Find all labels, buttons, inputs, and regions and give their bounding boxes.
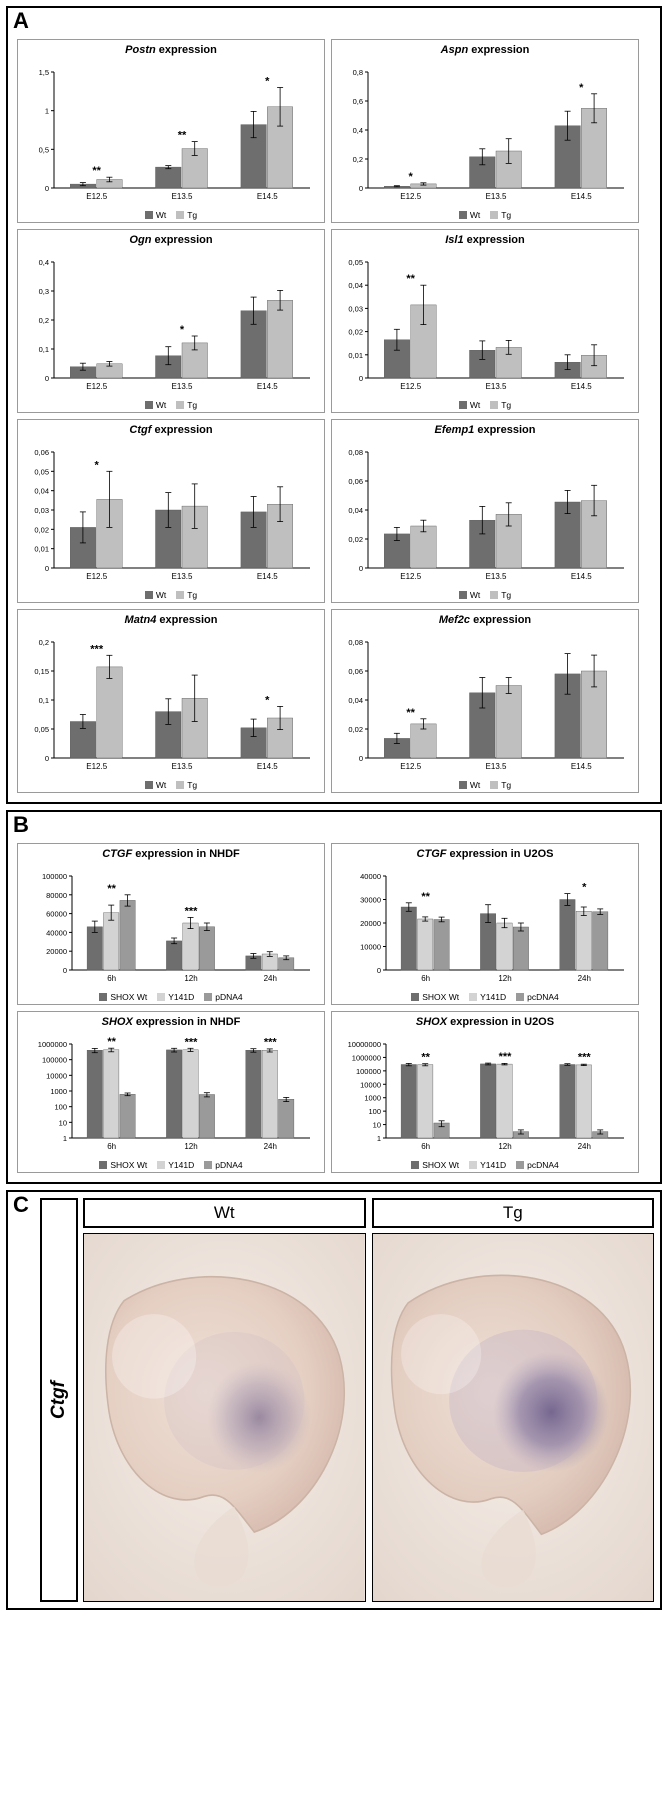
legend-swatch-icon bbox=[411, 993, 419, 1001]
legend-swatch-icon bbox=[145, 211, 153, 219]
legend-item bbox=[459, 210, 480, 220]
svg-text:E12.5: E12.5 bbox=[400, 572, 422, 581]
legend-item bbox=[516, 992, 559, 1002]
svg-text:0,03: 0,03 bbox=[34, 506, 49, 515]
legend-item bbox=[469, 1160, 506, 1170]
legend-item bbox=[490, 780, 511, 790]
legend-label: Wt bbox=[155, 400, 167, 410]
svg-text:1: 1 bbox=[44, 106, 49, 116]
svg-text:0,2: 0,2 bbox=[38, 638, 49, 647]
legend-swatch-icon bbox=[204, 1161, 212, 1169]
svg-text:0,6: 0,6 bbox=[352, 97, 363, 106]
svg-text:E13.5: E13.5 bbox=[171, 382, 193, 391]
chart-legend bbox=[20, 992, 322, 1002]
legend-label: SHOX Wt bbox=[422, 992, 460, 1002]
svg-text:0,15: 0,15 bbox=[34, 667, 49, 676]
svg-text:24h: 24h bbox=[577, 974, 591, 983]
chart-title-postn: Postn expression bbox=[125, 44, 217, 56]
svg-text:1,5: 1,5 bbox=[38, 68, 49, 77]
chart-title-ctgf: Ctgf expression bbox=[129, 424, 213, 436]
svg-text:**: ** bbox=[107, 882, 116, 895]
chart-plot-ogn bbox=[20, 248, 322, 398]
svg-text:20000: 20000 bbox=[360, 919, 381, 928]
svg-text:***: *** bbox=[577, 1051, 591, 1064]
svg-text:1000: 1000 bbox=[364, 1093, 381, 1103]
chart-cell-matn4 bbox=[17, 609, 325, 793]
legend-label: Wt bbox=[469, 210, 481, 220]
svg-text:0,04: 0,04 bbox=[348, 696, 363, 705]
svg-text:E13.5: E13.5 bbox=[485, 762, 507, 771]
svg-text:12h: 12h bbox=[498, 974, 512, 983]
chart-plot-matn4 bbox=[20, 628, 322, 778]
legend-item bbox=[204, 992, 242, 1002]
legend-label: Tg bbox=[187, 400, 198, 410]
svg-text:0,05: 0,05 bbox=[34, 725, 49, 734]
svg-text:*: * bbox=[265, 75, 270, 88]
chart-plot-isl1 bbox=[334, 248, 636, 398]
svg-text:100: 100 bbox=[368, 1107, 381, 1117]
legend-swatch-icon bbox=[490, 591, 498, 599]
chart-cell-ctgf-u2os bbox=[331, 843, 639, 1005]
svg-text:1000000: 1000000 bbox=[351, 1053, 381, 1063]
svg-text:0,02: 0,02 bbox=[34, 525, 49, 535]
legend-item bbox=[176, 590, 197, 600]
legend-swatch-icon bbox=[411, 1161, 419, 1169]
chart-plot-shox-nhdf bbox=[20, 1030, 322, 1158]
panel-b-letter: B bbox=[13, 812, 29, 837]
svg-text:24h: 24h bbox=[263, 1142, 277, 1151]
legend-label: Tg bbox=[187, 780, 198, 790]
svg-text:0: 0 bbox=[44, 184, 49, 193]
legend-label: Wt bbox=[155, 210, 167, 220]
svg-text:0,06: 0,06 bbox=[348, 667, 363, 676]
svg-text:0,04: 0,04 bbox=[348, 506, 363, 515]
svg-text:***: *** bbox=[184, 1036, 198, 1049]
svg-text:*: * bbox=[408, 170, 413, 183]
panel-c-column-wt bbox=[83, 1198, 366, 1602]
svg-text:0: 0 bbox=[44, 754, 49, 763]
svg-text:0: 0 bbox=[376, 966, 381, 975]
svg-text:1: 1 bbox=[62, 1134, 67, 1143]
legend-item bbox=[411, 992, 459, 1002]
legend-label: Tg bbox=[501, 590, 512, 600]
legend-swatch-icon bbox=[490, 211, 498, 219]
legend-label: Tg bbox=[501, 780, 512, 790]
chart-cell-aspn bbox=[331, 39, 639, 223]
svg-text:E12.5: E12.5 bbox=[400, 762, 422, 771]
chart-legend bbox=[20, 1160, 322, 1170]
chart-title-shox-u2os: SHOX expression in U2OS bbox=[415, 1016, 555, 1028]
legend-item bbox=[411, 1160, 459, 1170]
svg-text:**: ** bbox=[421, 890, 430, 903]
legend-item bbox=[176, 400, 197, 410]
legend-label: SHOX Wt bbox=[110, 1160, 148, 1170]
svg-text:0,04: 0,04 bbox=[34, 486, 49, 496]
legend-label: pDNA4 bbox=[215, 992, 243, 1002]
svg-text:80000: 80000 bbox=[46, 890, 67, 900]
svg-text:100000: 100000 bbox=[355, 1066, 381, 1076]
panel-a-letter: A bbox=[13, 8, 29, 33]
svg-text:***: *** bbox=[498, 1051, 512, 1064]
legend-item bbox=[145, 210, 166, 220]
legend-label: Tg bbox=[187, 210, 198, 220]
svg-text:0,2: 0,2 bbox=[352, 155, 363, 164]
svg-text:0,01: 0,01 bbox=[348, 350, 363, 360]
svg-text:E14.5: E14.5 bbox=[570, 382, 592, 391]
legend-label: Tg bbox=[187, 590, 198, 600]
svg-text:**: ** bbox=[406, 706, 415, 719]
legend-item bbox=[145, 780, 166, 790]
svg-text:E14.5: E14.5 bbox=[256, 192, 278, 201]
legend-label: Wt bbox=[469, 400, 481, 410]
svg-text:1000000: 1000000 bbox=[37, 1040, 67, 1049]
legend-label: Y141D bbox=[480, 992, 507, 1002]
chart-title-isl1: Isl1 expression bbox=[445, 234, 525, 246]
svg-text:24h: 24h bbox=[263, 974, 277, 983]
svg-text:0: 0 bbox=[44, 564, 49, 573]
panel-c-columns bbox=[83, 1198, 654, 1602]
svg-text:10000: 10000 bbox=[360, 942, 381, 952]
panel-a bbox=[6, 6, 662, 804]
svg-text:10: 10 bbox=[58, 1118, 67, 1128]
svg-text:0,1: 0,1 bbox=[38, 345, 49, 354]
legend-label: SHOX Wt bbox=[422, 1160, 460, 1170]
panel-c-gene-label bbox=[40, 1198, 78, 1602]
svg-text:E12.5: E12.5 bbox=[86, 192, 108, 201]
legend-label: Y141D bbox=[480, 1160, 507, 1170]
svg-text:E14.5: E14.5 bbox=[570, 192, 592, 201]
legend-swatch-icon bbox=[99, 1161, 107, 1169]
svg-text:*: * bbox=[265, 694, 270, 707]
chart-plot-ctgf bbox=[20, 438, 322, 588]
svg-text:0: 0 bbox=[358, 184, 363, 193]
chart-title-mef2c: Mef2c expression bbox=[438, 614, 532, 626]
svg-text:0,02: 0,02 bbox=[348, 535, 363, 544]
legend-swatch-icon bbox=[490, 781, 498, 789]
chart-cell-postn bbox=[17, 39, 325, 223]
svg-text:0,02: 0,02 bbox=[348, 725, 363, 734]
svg-text:0,05: 0,05 bbox=[34, 467, 49, 477]
svg-text:0,06: 0,06 bbox=[348, 477, 363, 486]
svg-text:0,08: 0,08 bbox=[348, 448, 363, 457]
legend-swatch-icon bbox=[459, 401, 467, 409]
chart-title-ogn: Ogn expression bbox=[129, 234, 213, 246]
legend-swatch-icon bbox=[459, 211, 467, 219]
chart-cell-shox-u2os bbox=[331, 1011, 639, 1173]
svg-text:30000: 30000 bbox=[360, 895, 381, 905]
chart-legend bbox=[334, 1160, 636, 1170]
legend-label: SHOX Wt bbox=[110, 992, 148, 1002]
legend-item bbox=[490, 590, 511, 600]
svg-text:10000: 10000 bbox=[360, 1080, 381, 1090]
legend-swatch-icon bbox=[145, 781, 153, 789]
svg-text:0,04: 0,04 bbox=[348, 281, 363, 291]
svg-text:***: *** bbox=[263, 1036, 277, 1049]
svg-text:0,8: 0,8 bbox=[352, 68, 363, 77]
legend-item bbox=[490, 210, 511, 220]
panel-c-letter: C bbox=[13, 1192, 29, 1217]
legend-item bbox=[516, 1160, 559, 1170]
legend-swatch-icon bbox=[204, 993, 212, 1001]
svg-text:20000: 20000 bbox=[46, 947, 67, 957]
svg-text:E12.5: E12.5 bbox=[86, 762, 108, 771]
legend-swatch-icon bbox=[145, 401, 153, 409]
svg-text:E12.5: E12.5 bbox=[400, 382, 422, 391]
legend-swatch-icon bbox=[176, 401, 184, 409]
chart-plot-efemp1 bbox=[334, 438, 636, 588]
svg-text:1: 1 bbox=[376, 1134, 381, 1143]
legend-item bbox=[176, 210, 197, 220]
legend-swatch-icon bbox=[145, 591, 153, 599]
svg-text:**: ** bbox=[92, 165, 101, 178]
chart-plot-ctgf-u2os bbox=[334, 862, 636, 990]
legend-item bbox=[145, 590, 166, 600]
chart-plot-postn bbox=[20, 58, 322, 208]
svg-text:**: ** bbox=[406, 273, 415, 286]
svg-text:*: * bbox=[582, 881, 587, 894]
panel-c-header-wt: Wt bbox=[83, 1198, 366, 1228]
svg-text:0,02: 0,02 bbox=[348, 327, 363, 337]
svg-text:0,05: 0,05 bbox=[348, 258, 363, 267]
svg-text:E12.5: E12.5 bbox=[86, 572, 108, 581]
svg-text:0: 0 bbox=[358, 754, 363, 763]
chart-plot-shox-u2os bbox=[334, 1030, 636, 1158]
svg-text:100000: 100000 bbox=[41, 1055, 67, 1065]
legend-label: Tg bbox=[501, 210, 512, 220]
chart-cell-efemp1 bbox=[331, 419, 639, 603]
svg-text:10000000: 10000000 bbox=[347, 1040, 381, 1049]
legend-swatch-icon bbox=[157, 1161, 165, 1169]
legend-label: Tg bbox=[501, 400, 512, 410]
svg-text:0: 0 bbox=[44, 374, 49, 383]
chart-plot-mef2c bbox=[334, 628, 636, 778]
svg-text:E13.5: E13.5 bbox=[485, 192, 507, 201]
panel-c bbox=[6, 1190, 662, 1610]
svg-text:E14.5: E14.5 bbox=[570, 762, 592, 771]
legend-label: Wt bbox=[469, 590, 481, 600]
chart-cell-isl1 bbox=[331, 229, 639, 413]
legend-item bbox=[157, 992, 194, 1002]
panel-a-chart-grid bbox=[14, 36, 654, 796]
svg-text:*: * bbox=[579, 81, 584, 94]
svg-text:40000: 40000 bbox=[46, 928, 67, 938]
legend-swatch-icon bbox=[176, 591, 184, 599]
svg-text:E13.5: E13.5 bbox=[171, 192, 193, 201]
svg-text:0: 0 bbox=[358, 564, 363, 573]
legend-item bbox=[459, 780, 480, 790]
svg-text:6h: 6h bbox=[421, 1142, 431, 1151]
svg-text:0: 0 bbox=[358, 374, 363, 383]
panel-b-chart-grid bbox=[14, 840, 654, 1176]
panel-c-content bbox=[14, 1198, 654, 1602]
svg-text:10000: 10000 bbox=[46, 1071, 67, 1081]
svg-text:**: ** bbox=[421, 1051, 430, 1064]
svg-text:*: * bbox=[94, 459, 99, 472]
svg-text:6h: 6h bbox=[421, 974, 431, 983]
svg-text:***: *** bbox=[90, 643, 104, 656]
chart-title-matn4: Matn4 expression bbox=[124, 614, 218, 626]
embryo-image-wt bbox=[83, 1233, 366, 1602]
legend-item bbox=[459, 590, 480, 600]
legend-label: Wt bbox=[469, 780, 481, 790]
svg-text:12h: 12h bbox=[498, 1142, 512, 1151]
chart-title-shox-nhdf: SHOX expression in NHDF bbox=[101, 1016, 241, 1028]
svg-text:E14.5: E14.5 bbox=[570, 572, 592, 581]
legend-swatch-icon bbox=[469, 993, 477, 1001]
legend-swatch-icon bbox=[469, 1161, 477, 1169]
svg-text:E12.5: E12.5 bbox=[400, 192, 422, 201]
svg-text:12h: 12h bbox=[184, 974, 198, 983]
chart-legend bbox=[334, 590, 636, 600]
svg-text:E13.5: E13.5 bbox=[485, 382, 507, 391]
legend-swatch-icon bbox=[490, 401, 498, 409]
svg-text:***: *** bbox=[184, 905, 198, 918]
svg-text:1000: 1000 bbox=[50, 1087, 67, 1096]
chart-legend bbox=[20, 590, 322, 600]
chart-title-efemp1: Efemp1 expression bbox=[434, 424, 536, 436]
chart-legend bbox=[20, 400, 322, 410]
svg-text:24h: 24h bbox=[577, 1142, 591, 1151]
chart-legend bbox=[334, 210, 636, 220]
panel-c-column-tg bbox=[372, 1198, 655, 1602]
svg-text:E13.5: E13.5 bbox=[485, 572, 507, 581]
legend-swatch-icon bbox=[157, 993, 165, 1001]
chart-plot-ctgf-nhdf bbox=[20, 862, 322, 990]
legend-label: Wt bbox=[155, 590, 167, 600]
legend-item bbox=[490, 400, 511, 410]
legend-item bbox=[99, 1160, 147, 1170]
chart-legend bbox=[334, 400, 636, 410]
svg-text:**: ** bbox=[107, 1036, 116, 1049]
svg-text:6h: 6h bbox=[107, 974, 117, 983]
legend-item bbox=[204, 1160, 242, 1170]
legend-label: pcDNA4 bbox=[527, 992, 559, 1002]
legend-item bbox=[176, 780, 197, 790]
legend-swatch-icon bbox=[176, 211, 184, 219]
svg-text:12h: 12h bbox=[184, 1142, 198, 1151]
legend-item bbox=[459, 400, 480, 410]
svg-text:E12.5: E12.5 bbox=[86, 382, 108, 391]
svg-text:0,3: 0,3 bbox=[38, 287, 49, 296]
svg-text:0,06: 0,06 bbox=[34, 448, 49, 457]
legend-swatch-icon bbox=[99, 993, 107, 1001]
chart-cell-ctgf-nhdf bbox=[17, 843, 325, 1005]
panel-c-gene-label-text: Ctgf bbox=[48, 1381, 69, 1419]
legend-item bbox=[145, 400, 166, 410]
svg-text:E14.5: E14.5 bbox=[256, 762, 278, 771]
chart-plot-aspn bbox=[334, 58, 636, 208]
svg-text:6h: 6h bbox=[107, 1142, 117, 1151]
svg-text:*: * bbox=[179, 324, 185, 336]
chart-legend bbox=[334, 992, 636, 1002]
svg-text:10: 10 bbox=[372, 1120, 381, 1130]
svg-text:0,01: 0,01 bbox=[34, 544, 49, 554]
legend-swatch-icon bbox=[459, 781, 467, 789]
svg-text:**: ** bbox=[177, 129, 187, 142]
chart-title-aspn: Aspn expression bbox=[440, 44, 530, 56]
legend-item bbox=[157, 1160, 194, 1170]
svg-text:0,08: 0,08 bbox=[348, 638, 363, 647]
chart-cell-mef2c bbox=[331, 609, 639, 793]
svg-text:E13.5: E13.5 bbox=[171, 572, 193, 581]
chart-legend bbox=[334, 780, 636, 790]
svg-text:100000: 100000 bbox=[41, 872, 67, 881]
embryo-image-tg bbox=[372, 1233, 655, 1602]
svg-text:0,5: 0,5 bbox=[38, 145, 49, 155]
legend-swatch-icon bbox=[176, 781, 184, 789]
chart-cell-ctgf bbox=[17, 419, 325, 603]
legend-swatch-icon bbox=[459, 591, 467, 599]
chart-title-ctgf-u2os: CTGF expression in U2OS bbox=[416, 848, 554, 860]
legend-item bbox=[469, 992, 506, 1002]
svg-text:100: 100 bbox=[54, 1102, 67, 1112]
chart-cell-shox-nhdf bbox=[17, 1011, 325, 1173]
svg-text:E14.5: E14.5 bbox=[256, 572, 278, 581]
legend-label: pDNA4 bbox=[215, 1160, 243, 1170]
svg-text:60000: 60000 bbox=[46, 909, 67, 919]
legend-label: Wt bbox=[155, 780, 167, 790]
panel-c-header-tg: Tg bbox=[372, 1198, 655, 1228]
svg-text:E14.5: E14.5 bbox=[256, 382, 278, 391]
legend-label: Y141D bbox=[168, 992, 195, 1002]
svg-text:0: 0 bbox=[62, 966, 67, 975]
svg-text:40000: 40000 bbox=[360, 872, 381, 881]
legend-swatch-icon bbox=[516, 993, 524, 1001]
svg-text:0,2: 0,2 bbox=[38, 316, 49, 325]
svg-text:0,1: 0,1 bbox=[38, 696, 49, 705]
legend-label: pcDNA4 bbox=[527, 1160, 559, 1170]
chart-legend bbox=[20, 210, 322, 220]
legend-item bbox=[99, 992, 147, 1002]
svg-text:E13.5: E13.5 bbox=[171, 762, 193, 771]
chart-legend bbox=[20, 780, 322, 790]
svg-text:0,4: 0,4 bbox=[38, 258, 49, 267]
svg-text:0,03: 0,03 bbox=[348, 304, 363, 314]
legend-swatch-icon bbox=[516, 1161, 524, 1169]
panel-b bbox=[6, 810, 662, 1184]
svg-text:0,4: 0,4 bbox=[352, 126, 363, 135]
chart-cell-ogn bbox=[17, 229, 325, 413]
chart-title-ctgf-nhdf: CTGF expression in NHDF bbox=[102, 848, 240, 860]
legend-label: Y141D bbox=[168, 1160, 195, 1170]
